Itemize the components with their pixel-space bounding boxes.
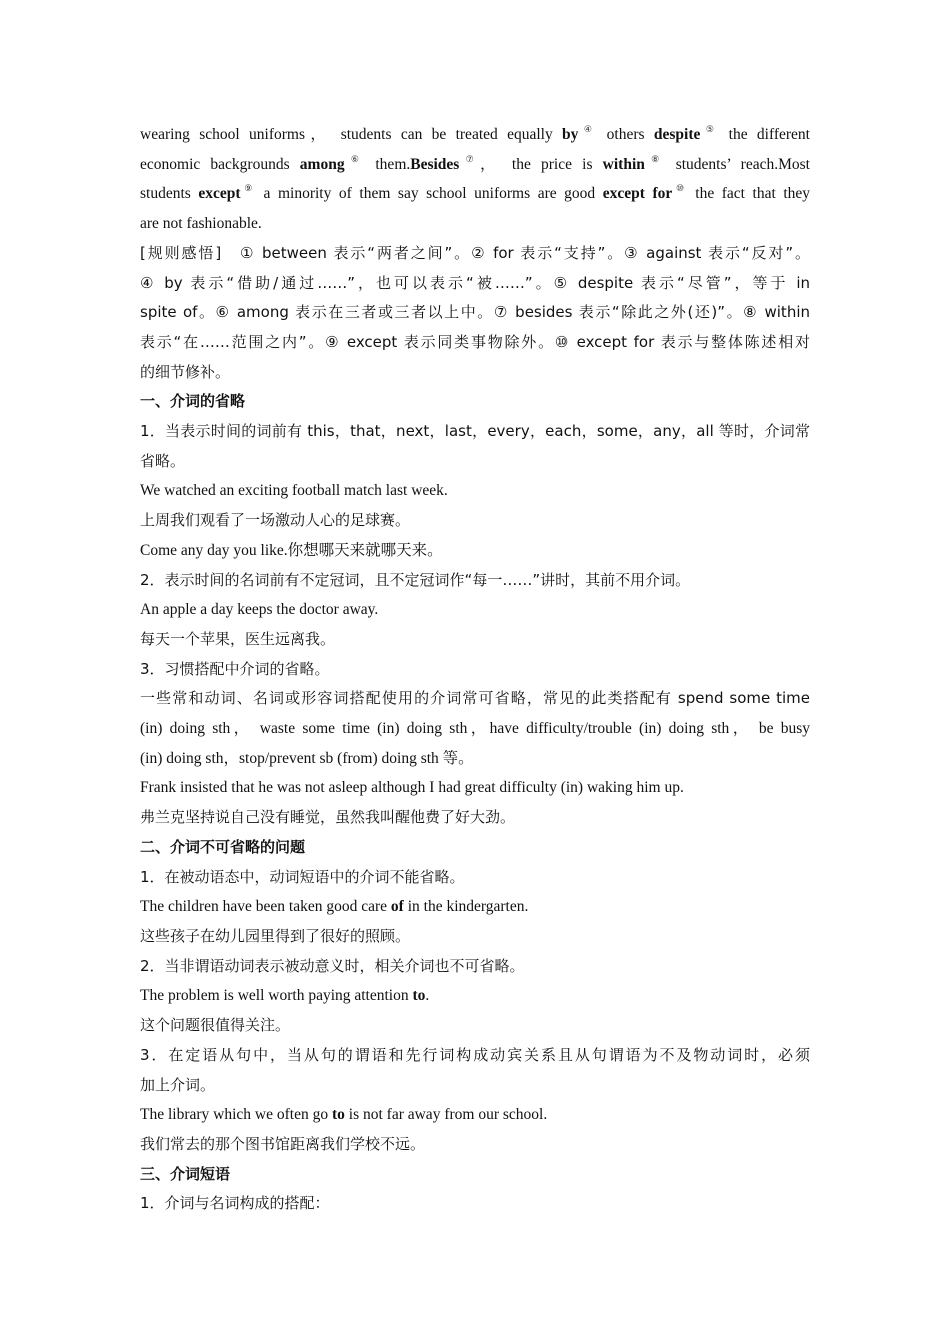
section-heading: 一、介词的省略 — [140, 392, 246, 411]
rules-line: 的细节修补。 — [140, 362, 231, 381]
rule-text: 省略。 — [140, 451, 186, 470]
rules-line: [规则感悟] ① between 表示“两者之间”。② for 表示“支持”。③ against 表示“反对”。 — [140, 243, 810, 262]
document-page — [140, 120, 810, 1219]
example-sentence: The problem is well worth paying attention to. — [140, 987, 430, 1005]
rule-text: 3．习惯搭配中介词的省略。 — [140, 659, 330, 678]
rule-text: 1．介词与名词构成的搭配： — [140, 1194, 330, 1213]
example-sentence: Come any day you like.你想哪天来就哪天来。 — [140, 541, 443, 559]
example-translation: 这些孩子在幼儿园里得到了很好的照顾。 — [140, 926, 411, 945]
rule-text: 1．当表示时间的词前有 this，that，next，last，every，each，some，any，all 等时，介词常 — [140, 422, 810, 441]
passage-line: wearing school uniforms， students can be treated equally by④ others despite⑤ the different — [140, 124, 810, 143]
example-sentence: An apple a day keeps the doctor away. — [140, 601, 379, 619]
section-heading: 二、介词不可省略的问题 — [140, 837, 306, 856]
example-translation: 上周我们观看了一场激动人心的足球赛。 — [140, 511, 411, 530]
example-translation: 我们常去的那个图书馆距离我们学校不远。 — [140, 1134, 426, 1153]
rule-text: 3．在定语从句中，当从句的谓语和先行词构成动宾关系且从句谓语为不及物动词时，必须 — [140, 1045, 810, 1064]
passage-line: are not fashionable. — [140, 215, 262, 233]
passage-line: students except⑨ a minority of them say school uniforms are good except for⑩ the fact that they — [140, 183, 811, 203]
section-heading: 三、介词短语 — [140, 1164, 231, 1183]
rules-line: spite of。⑥ among 表示在三者或三者以上中。⑦ besides 表示“除此之外(还)”。⑧ within — [140, 303, 810, 322]
rules-line: 表示“在……范围之内”。⑨ except 表示同类事物除外。⑩ except for 表示与整体陈述相对 — [140, 332, 810, 351]
example-sentence: The library which we often go to is not far away from our school. — [140, 1106, 548, 1124]
example-translation: 每天一个苹果，医生远离我。 — [140, 629, 336, 648]
passage-line: economic backgrounds among⑥ them.Besides⑦， the price is within⑧ students’ reach.Most — [140, 153, 810, 173]
rule-text: 2．当非谓语动词表示被动意义时，相关介词也不可省略。 — [140, 956, 525, 975]
example-sentence: Frank insisted that he was not asleep although I had great difficulty (in) waking him up. — [140, 779, 684, 797]
rule-text: 1．在被动语态中，动词短语中的介词不能省略。 — [140, 867, 465, 886]
example-translation: 弗兰克坚持说自己没有睡觉，虽然我叫醒他费了好大劲。 — [140, 808, 516, 827]
rule-text: (in) doing sth， waste some time (in) doing sth，have difficulty/trouble (in) doing sth， be busy — [140, 720, 810, 738]
rule-text: 一些常和动词、名词或形容词搭配使用的介词常可省略，常见的此类搭配有 spend some time — [140, 689, 810, 708]
rules-line: ④ by 表示“借助/通过……”，也可以表示“被……”。⑤ despite 表示“尽管”，等于 in — [140, 273, 810, 292]
example-sentence: The children have been taken good care of in the kindergarten. — [140, 898, 529, 916]
rule-text: 加上介词。 — [140, 1075, 216, 1094]
example-sentence: We watched an exciting football match last week. — [140, 482, 448, 500]
rule-text: (in) doing sth，stop/prevent sb (from) doing sth 等。 — [140, 749, 474, 767]
example-translation: 这个问题很值得关注。 — [140, 1016, 291, 1035]
rule-text: 2．表示时间的名词前有不定冠词，且不定冠词作“每一……”讲时，其前不用介词。 — [140, 570, 691, 589]
